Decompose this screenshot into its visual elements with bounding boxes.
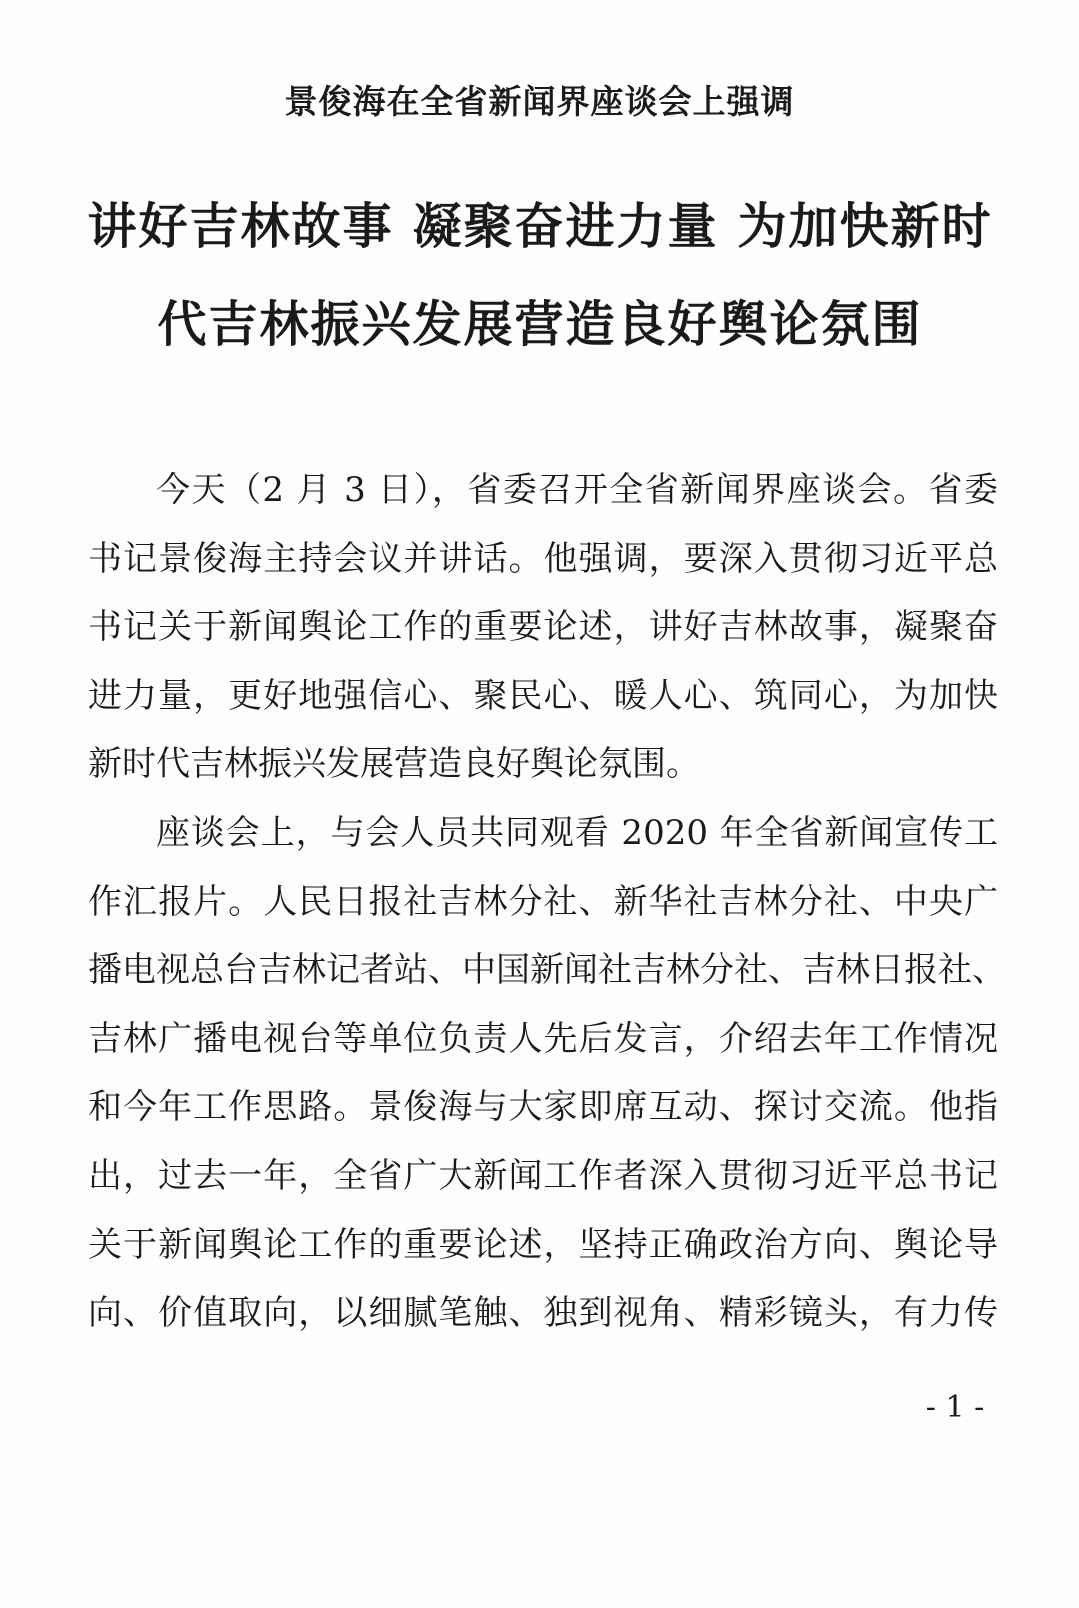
- paragraph-line: 书记关于新闻舆论工作的重要论述，讲好吉林故事，凝聚奋: [88, 607, 998, 648]
- page-number: - 1 -: [925, 1390, 985, 1425]
- title-line: 讲好吉林故事 凝聚奋进力量 为加快新时: [87, 198, 993, 255]
- paragraph-line: 吉林广播电视台等单位负责人先后发言，介绍去年工作情况: [88, 1018, 998, 1059]
- document-title: [60, 178, 1020, 374]
- title-line: 代吉林振兴发展营造良好舆论氛围: [157, 296, 923, 353]
- paragraph-line: 新时代吉林振兴发展营造良好舆论氛围。: [88, 744, 700, 785]
- paragraph-line: 和今年工作思路。景俊海与大家即席互动、探讨交流。他指: [88, 1087, 998, 1128]
- paragraph-line: 播电视总台吉林记者站、中国新闻社吉林分社、吉林日报社、: [88, 950, 1006, 991]
- paragraph-line: 座谈会上，与会人员共同观看 2020 年全省新闻宣传工: [156, 812, 998, 853]
- document-subtitle: 景俊海在全省新闻界座谈会上强调: [284, 82, 795, 121]
- paragraph-line: 关于新闻舆论工作的重要论述，坚持正确政治方向、舆论导: [88, 1224, 998, 1265]
- paragraph-line: 作汇报片。人民日报社吉林分社、新华社吉林分社、中央广: [88, 881, 998, 922]
- paragraph-line: 今天（2 月 3 日），省委召开全省新闻界座谈会。省委: [156, 470, 998, 510]
- paragraph-line: 进力量，更好地强信心、聚民心、暖人心、筑同心，为加快: [88, 675, 998, 716]
- paragraph-line: 向、价值取向，以细腻笔触、独到视角、精彩镜头，有力传: [88, 1293, 998, 1334]
- document-body: [88, 456, 1006, 1348]
- paragraph-line: 出，过去一年，全省广大新闻工作者深入贯彻习近平总书记: [88, 1155, 998, 1196]
- paragraph-line: 书记景俊海主持会议并讲话。他强调，要深入贯彻习近平总: [88, 538, 998, 579]
